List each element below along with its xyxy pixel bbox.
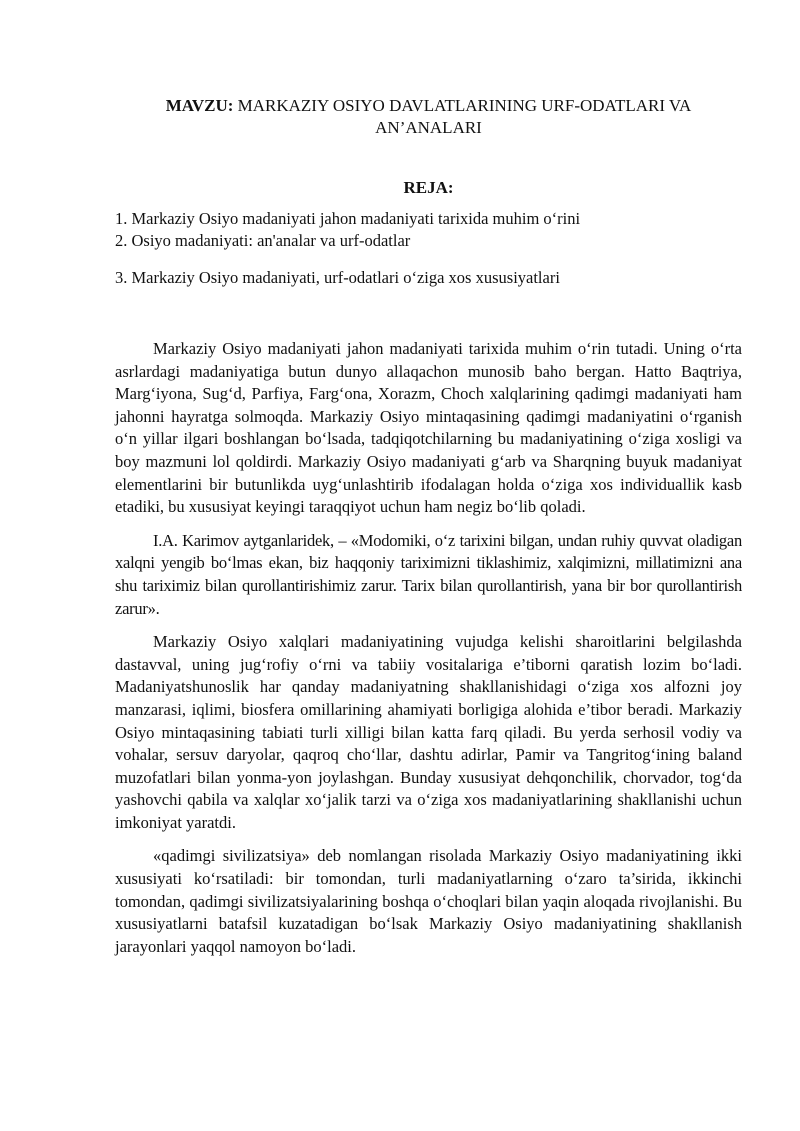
plan-list <box>115 208 742 289</box>
title-label: MAVZU: <box>165 96 234 115</box>
document-page <box>115 0 742 969</box>
plan-item: 2. Osiyo madaniyati: an'analar va urf-odatlar <box>115 231 411 250</box>
paragraph: I.A. Karimov aytganlaridek, – «Modomiki, o‘z tarixini bilgan, undan ruhiy quvvat oladigan xalqni yengib bo‘lmas ekan, biz haqqoniy tariximizni tiklashimiz, xalqimizni, millatimizni ana shu tariximiz bilan qurollantirishimiz zarur. Tarix bilan qurollantirish, yana bir bor qurollantirish zarur». <box>115 530 742 618</box>
document-title <box>115 95 742 139</box>
plan-item: 1. Markaziy Osiyo madaniyati jahon madaniyati tarixida muhim o‘rini <box>115 209 581 228</box>
paragraph: Markaziy Osiyo madaniyati jahon madaniyati tarixida muhim o‘rin tutadi. Uning o‘rta asrlardagi madaniyatiga butun dunyo allaqachon munosib baho bergan. Hatto Baqtriya, Marg‘iyona, Sug‘d, Parfiya, Farg‘ona, Xorazm, Choch xalqlarining qadimgi madaniyati ham jahonni hayratga solmoqda. Markaziy Osiyo mintaqasining qadimgi madaniyatini o‘rganish o‘n yillar ilgari boshlangan bo‘lsada, tadqiqotchilarning bu madaniyatining o‘ziga xosligi va boy mazmuni lol qoldirdi. Markaziy Osiyo madaniyati g‘arb va Sharqning buyuk madaniyat elementlarini bir butunlikda uyg‘unlashtirib ifodalagan holda o‘ziga xos individuallik kasb etadiki, bu xususiyat keyingi taraqqiyot uchun ham negiz bo‘lib qoladi. <box>115 339 742 517</box>
title-text: MARKAZIY OSIYO DAVLATLARINING URF-ODATLARI VA AN’ANALARI <box>237 96 692 137</box>
document-body <box>115 338 742 958</box>
paragraph: Markaziy Osiyo xalqlari madaniyatining vujudga kelishi sharoitlarini belgilashda dastavval, uning jug‘rofiy o‘rni va tabiiy vositalariga e’tiborni qaratish lozim bo‘ladi. Madaniyatshunoslik har qanday madaniyatning shakllanishidagi o‘ziga xos alfozni joy manzarasi, iqlimi, biosfera omillarining ahamiyati borligiga alohida e’tibor beradi. Markaziy Osiyo mintaqasining tabiati turli xilligi bilan katta farq qiladi. Bu yerda serhosil vodiy va vohalar, sersuv daryolar, qaqroq cho‘llar, dashtu adirlar, Pamir va Tangritog‘ining baland muzofatlari bilan yonma-yon joylashgan. Bunday xususiyat dehqonchilik, chorvador, tog‘da yashovchi qabila va xalqlar xo‘jalik tarzi va o‘ziga xos madaniyatlarining shakllanishi uchun imkoniyat yaratdi. <box>115 632 742 832</box>
paragraph: «qadimgi sivilizatsiya» deb nomlangan risolada Markaziy Osiyo madaniyatining ikki xususiyati ko‘rsatiladi: bir tomondan, turli madaniyatlarning o‘zaro ta’sirida, ikkinchi tomondan, qadimgi sivilizatsiyalarining boshqa o‘choqlari bilan yaqin aloqada rivojlanishi. Bu xususiyatlarni batafsil kuzatadigan bo‘lsak Markaziy Osiyo madaniyatining shakllanish jarayonlari yaqqol namoyon bo‘ladi. <box>115 846 742 956</box>
plan-heading: REJA: <box>403 178 454 197</box>
plan-item: 3. Markaziy Osiyo madaniyati, urf-odatlari o‘ziga xos xususiyatlari <box>115 268 560 287</box>
